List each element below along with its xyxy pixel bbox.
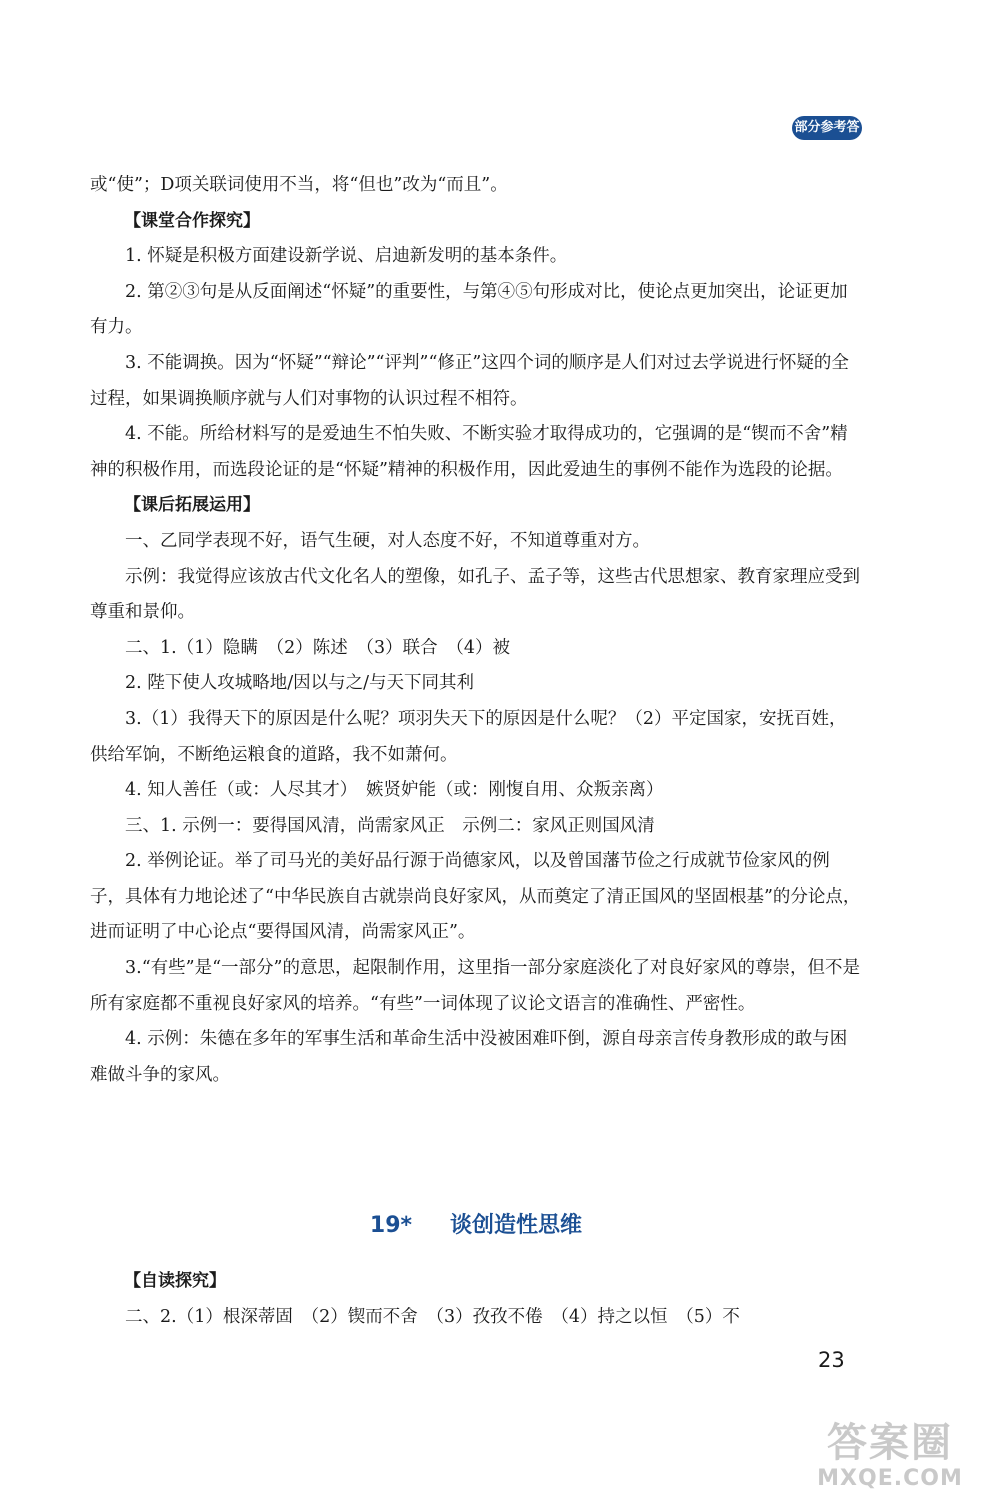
paragraph: 三、1. 示例一：要得国风清，尚需家风正 示例二：家风正则国风清: [125, 815, 655, 836]
watermark-url: MXQE.COM: [817, 1466, 963, 1491]
section-badge: 部分参考答案: [792, 116, 862, 140]
paragraph: 4. 知人善任（或：人尽其才） 嫉贤妒能（或：刚愎自用、众叛亲离）: [125, 780, 664, 801]
watermark-text: 答案圈: [827, 1420, 953, 1466]
paragraph: 3.“有些”是“一部分”的意思，起限制作用，这里指一部分家庭淡化了对良好家风的尊崇，但不是所有家庭都不重视良好家风的培养。“有些”一词体现了议论文语言的准确性、严密性。: [90, 958, 860, 1014]
paragraph: 二、2.（1）根深蒂固 （2）锲而不舍 （3）孜孜不倦 （4）持之以恒 （5）不: [125, 1306, 740, 1327]
paragraph: 或“使”；D项关联词使用不当，将“但也”改为“而且”。: [90, 175, 508, 195]
paragraph: 2. 第②③句是从反面阐述“怀疑”的重要性，与第④⑤句形成对比，使论点更加突出，论证更加有力。: [90, 281, 848, 338]
section-heading: 【课堂合作探究】: [124, 210, 260, 231]
paragraph: 示例：我觉得应该放古代文化名人的塑像，如孔子、孟子等，这些古代思想家、教育家理应受到尊重和景仰。: [90, 566, 860, 623]
paragraph: 2. 陛下使人攻城略地/因以与之/与天下同其利: [125, 673, 475, 694]
section-heading: 【课后拓展运用】: [124, 495, 260, 516]
lesson-title-text: 谈创造性思维: [450, 1213, 583, 1238]
paragraph: 4. 不能。所给材料写的是爱迪生不怕失败、不断实验才取得成功的，它强调的是“锲而不舍”精神的积极作用，而选段论证的是“怀疑”精神的积极作用，因此爱迪生的事例不能作为选段的论据。: [90, 424, 848, 480]
watermark-logo: [800, 1420, 980, 1492]
paragraph: 3.（1）我得天下的原因是什么呢？项羽失天下的原因是什么呢？（2）平定国家，安抚百姓，供给军饷，不断绝运粮食的道路，我不如萧何。: [90, 708, 847, 765]
lesson-title: [90, 1208, 862, 1244]
paragraph: 4. 示例：朱德在多年的军事生活和革命生活中没被困难吓倒，源自母亲言传身教形成的敢与困难做斗争的家风。: [90, 1029, 848, 1085]
page-number: 23: [818, 1348, 845, 1372]
lesson-number: 19*: [369, 1213, 413, 1238]
answer-content: [90, 168, 862, 1093]
paragraph: 一、乙同学表现不好，语气生硬，对人态度不好，不知道尊重对方。: [125, 530, 650, 551]
paragraph: 二、1.（1）隐瞒 （2）陈述 （3）联合 （4）被: [125, 637, 510, 658]
paragraph: 1. 怀疑是积极方面建设新学说、启迪新发明的基本条件。: [125, 246, 568, 267]
paragraph: 2. 举例论证。举了司马光的美好品行源于尚德家风，以及曾国藩节俭之行成就节俭家风的例子，具体有力地论述了“中华民族自古就崇尚良好家风，从而奠定了清正国风的坚固根基”的分论点，进而证明了中心论点“要得国风清，尚需家风正”。: [90, 851, 861, 943]
section-heading: 【自读探究】: [124, 1271, 226, 1291]
answer-content-2: [90, 1264, 862, 1335]
paragraph: 3. 不能调换。因为“怀疑”“辩论”“评判”“修正”这四个词的顺序是人们对过去学说进行怀疑的全过程，如果调换顺序就与人们对事物的认识过程不相符。: [90, 352, 849, 409]
